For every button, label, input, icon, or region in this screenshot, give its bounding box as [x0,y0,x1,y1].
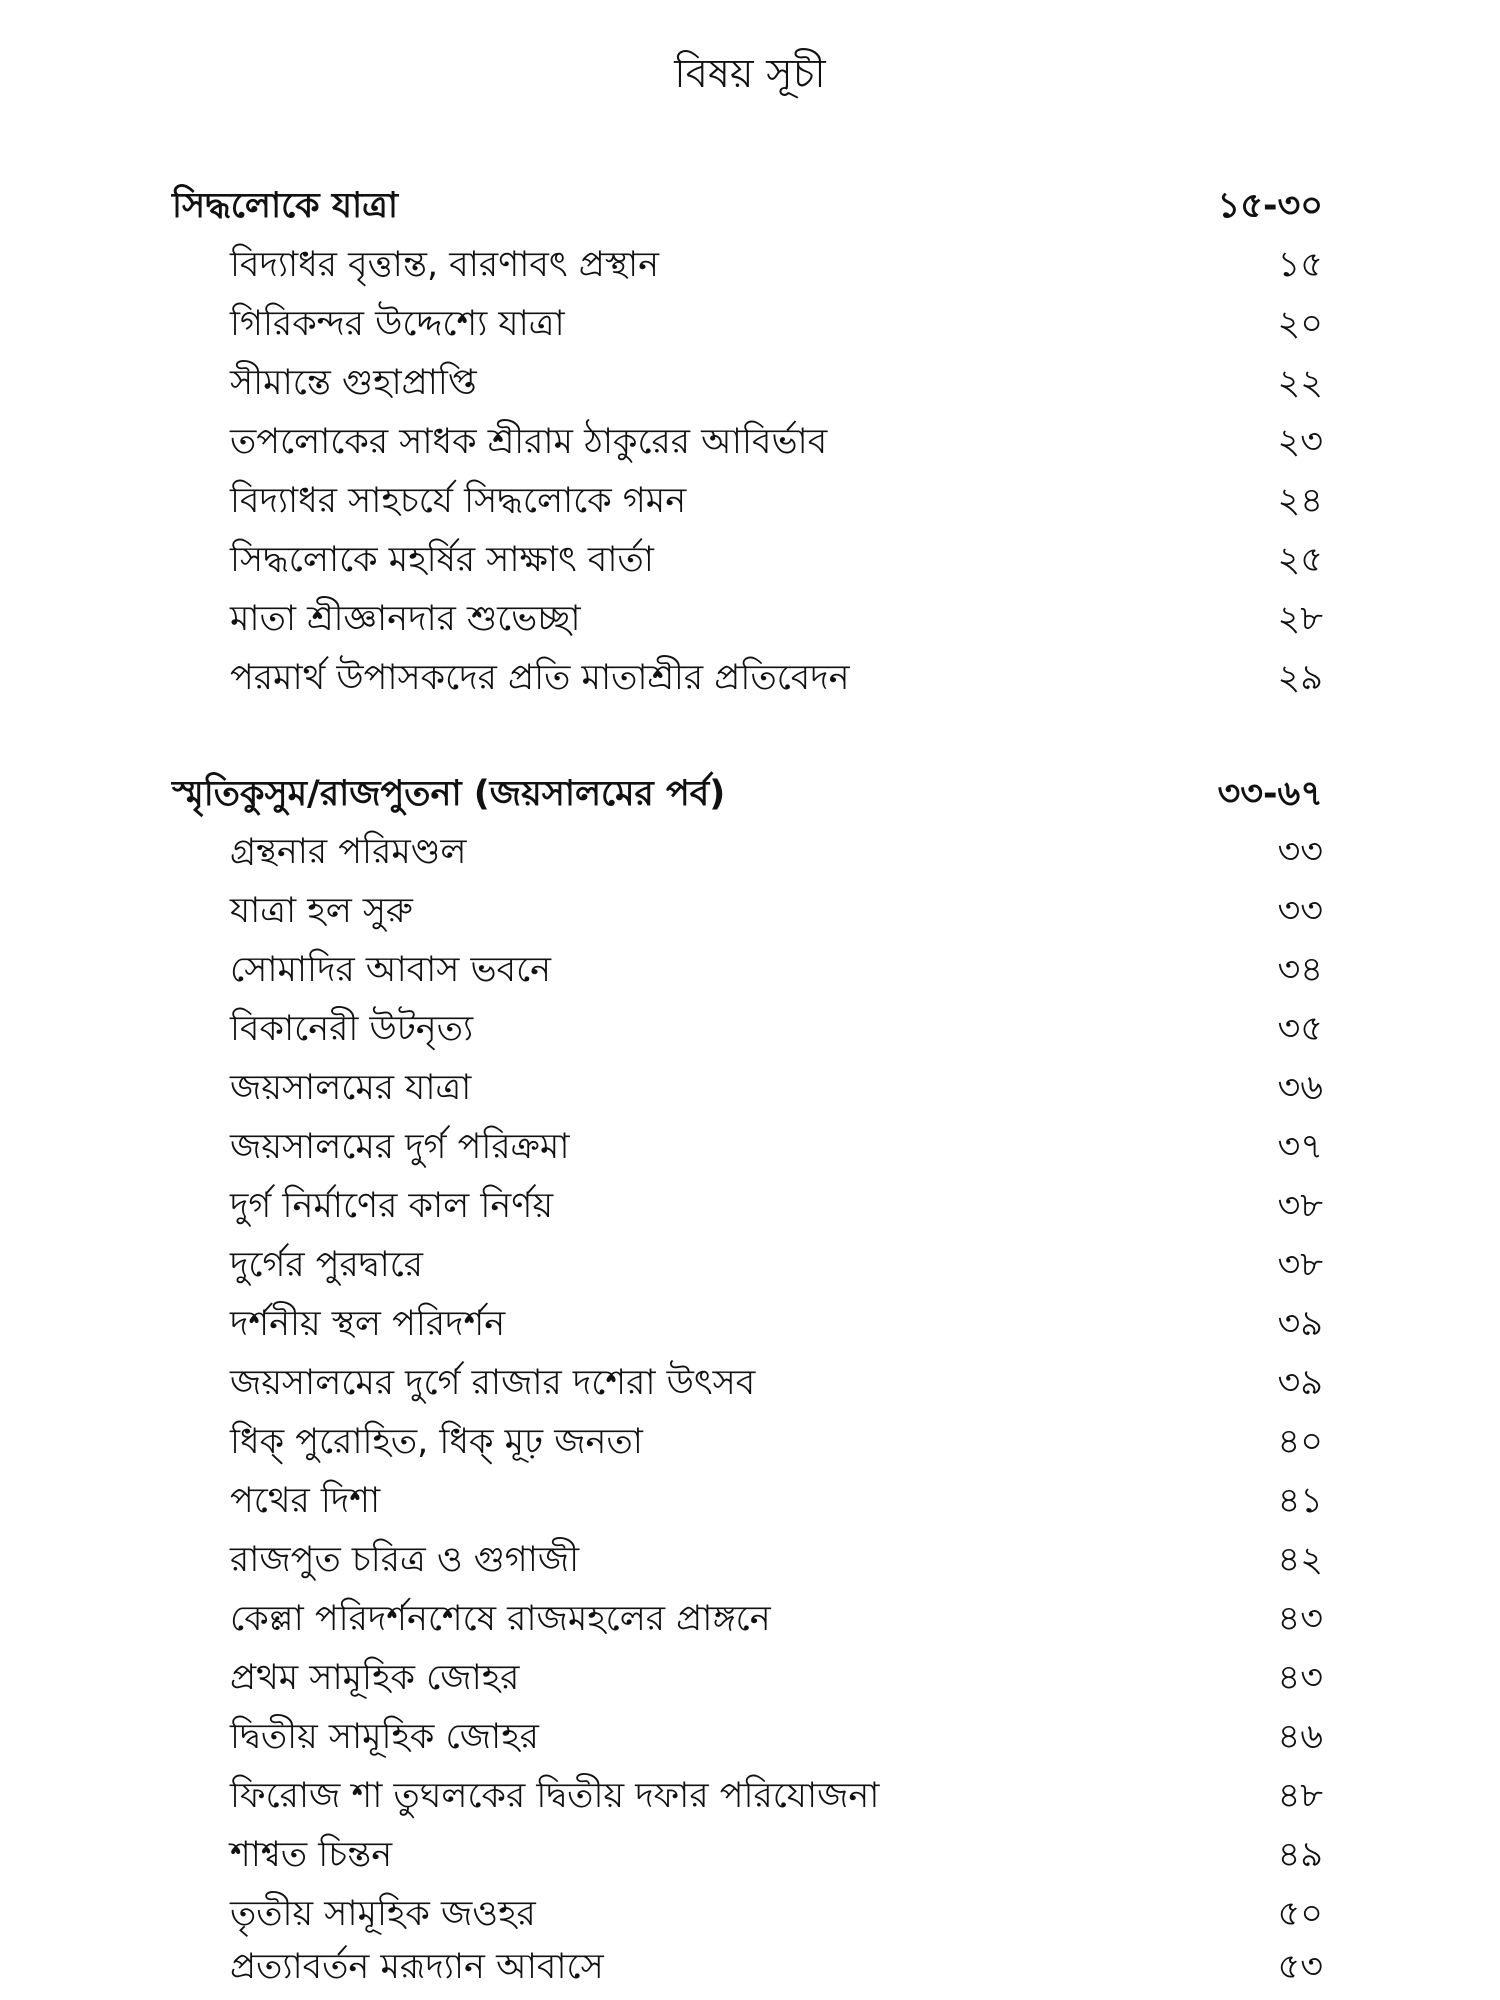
toc-entry [0,1475,1500,1527]
toc-entry [0,652,1500,704]
toc-entry [0,1180,1500,1232]
toc-entry [0,416,1500,468]
entry-title: দর্শনীয় স্থল পরিদর্শন [230,1304,506,1344]
entry-page: ৪২ [1277,1540,1323,1580]
entry-title: জয়সালমের দুর্গ পরিক্রমা [230,1127,570,1167]
section-title: স্মৃতিকুসুম/রাজপুতনা (জয়সালমের পর্ব) [172,774,726,814]
toc-entry [0,593,1500,645]
toc-entry [0,1829,1500,1881]
entry-title: ধিক্ পুরোহিত, ধিক্ মূঢ় জনতা [230,1422,643,1462]
entry-page: ২৮ [1277,599,1323,639]
entry-title: দুর্গ নির্মাণের কাল নির্ণয় [230,1186,554,1226]
entry-title: রাজপুত চরিত্র ও গুগাজী [230,1540,580,1580]
entry-title: সীমান্তে গুহাপ্রাপ্তি [230,363,477,403]
toc-entry [0,239,1500,291]
section-page-range: ১৫-৩০ [1217,186,1323,226]
toc-entry [0,534,1500,586]
entry-page: ৩৪ [1277,950,1323,990]
toc-entry [0,357,1500,409]
entry-title: গ্রন্থনার পরিমণ্ডল [230,832,467,872]
entry-title: বিদ্যাধর বৃত্তান্ত, বারণাবৎ প্রস্থান [230,245,660,285]
toc-entry [0,1003,1500,1055]
entry-title: তৃতীয় সামূহিক জওহর [230,1894,536,1934]
toc-entry [0,298,1500,350]
entry-page: ৪৩ [1277,1658,1323,1698]
section-page-range: ৩৩-৬৭ [1217,774,1323,814]
toc-entry [0,1888,1500,1940]
entry-page: ৪৯ [1277,1835,1323,1875]
toc-entry [0,1416,1500,1468]
page-title: বিষয় সূচী [674,51,826,97]
entry-page: ৩৮ [1277,1245,1323,1285]
entry-page: ৪০ [1277,1422,1323,1462]
entry-page: ৩৫ [1277,1009,1323,1049]
entry-page: ২৪ [1277,481,1323,521]
toc-entry [0,1770,1500,1822]
toc-entry [0,944,1500,996]
toc-entry [0,826,1500,878]
entry-page: ৩৮ [1277,1186,1323,1226]
entry-page: ৩৯ [1277,1363,1323,1403]
entry-title: বিকানেরী উটনৃত্য [230,1009,474,1049]
toc-entry [0,1711,1500,1763]
toc-entry [0,885,1500,937]
entry-title: শাশ্বত চিন্তন [230,1835,393,1875]
toc-entry [0,1941,1500,1993]
entry-title: জয়সালমের দুর্গে রাজার দশেরা উৎসব [230,1363,756,1403]
toc-entry [0,1062,1500,1114]
entry-page: ২৩ [1277,422,1323,462]
entry-title: দুর্গের পুরদ্বারে [230,1245,424,1285]
toc-entry [0,475,1500,527]
toc-entry [0,1593,1500,1645]
toc-entry [0,1534,1500,1586]
entry-page: ৩৭ [1277,1127,1323,1167]
toc-entry [0,1298,1500,1350]
entry-title: সোমাদির আবাস ভবনে [230,950,552,990]
entry-title: তপলোকের সাধক শ্রীরাম ঠাকুরের আবির্ভাব [230,422,828,462]
entry-page: ৪৮ [1277,1776,1323,1816]
entry-page: ৪৬ [1277,1717,1323,1757]
entry-title: দ্বিতীয় সামূহিক জোহর [230,1717,539,1757]
entry-title: গিরিকন্দর উদ্দেশ্যে যাত্রা [230,304,565,344]
entry-page: ১৫ [1277,245,1323,285]
toc-section-heading [0,768,1500,820]
entry-title: ফিরোজ শা তুঘলকের দ্বিতীয় দফার পরিযোজনা [230,1776,880,1816]
entry-page: ৩৯ [1277,1304,1323,1344]
entry-title: যাত্রা হল সুরু [230,891,413,931]
toc-entry [0,1121,1500,1173]
entry-page: ৩৬ [1277,1068,1323,1108]
toc-entry [0,1239,1500,1291]
entry-page: ৩৩ [1277,832,1323,872]
toc-entry [0,1357,1500,1409]
section-title: সিদ্ধলোকে যাত্রা [172,186,399,226]
entry-page: ৫০ [1277,1894,1323,1934]
entry-title: বিদ্যাধর সাহচর্যে সিদ্ধলোকে গমন [230,481,687,521]
toc-section-heading [0,180,1500,232]
entry-title: কেল্লা পরিদর্শনশেষে রাজমহলের প্রাঙ্গনে [230,1599,771,1639]
entry-title: পথের দিশা [230,1481,381,1521]
entry-page: ৪১ [1277,1481,1323,1521]
entry-page: ২০ [1277,304,1323,344]
entry-title: পরমার্থ উপাসকদের প্রতি মাতাশ্রীর প্রতিবেদন [230,658,850,698]
entry-title: জয়সালমের যাত্রা [230,1068,472,1108]
entry-title: সিদ্ধলোকে মহর্ষির সাক্ষাৎ বার্তা [230,540,654,580]
entry-page: ২৯ [1277,658,1323,698]
entry-title: মাতা শ্রীজ্ঞানদার শুভেচ্ছা [230,599,581,639]
entry-title: প্রথম সামূহিক জোহর [230,1658,520,1698]
entry-page: ২২ [1277,363,1323,403]
entry-page: ৪৩ [1277,1599,1323,1639]
entry-page: ২৫ [1277,540,1323,580]
toc-entry [0,1652,1500,1704]
entry-page: ৩৩ [1277,891,1323,931]
entry-page: ৫৩ [1277,1947,1323,1987]
entry-title: প্রত্যাবর্তন মরূদ্যান আবাসে [230,1947,604,1987]
